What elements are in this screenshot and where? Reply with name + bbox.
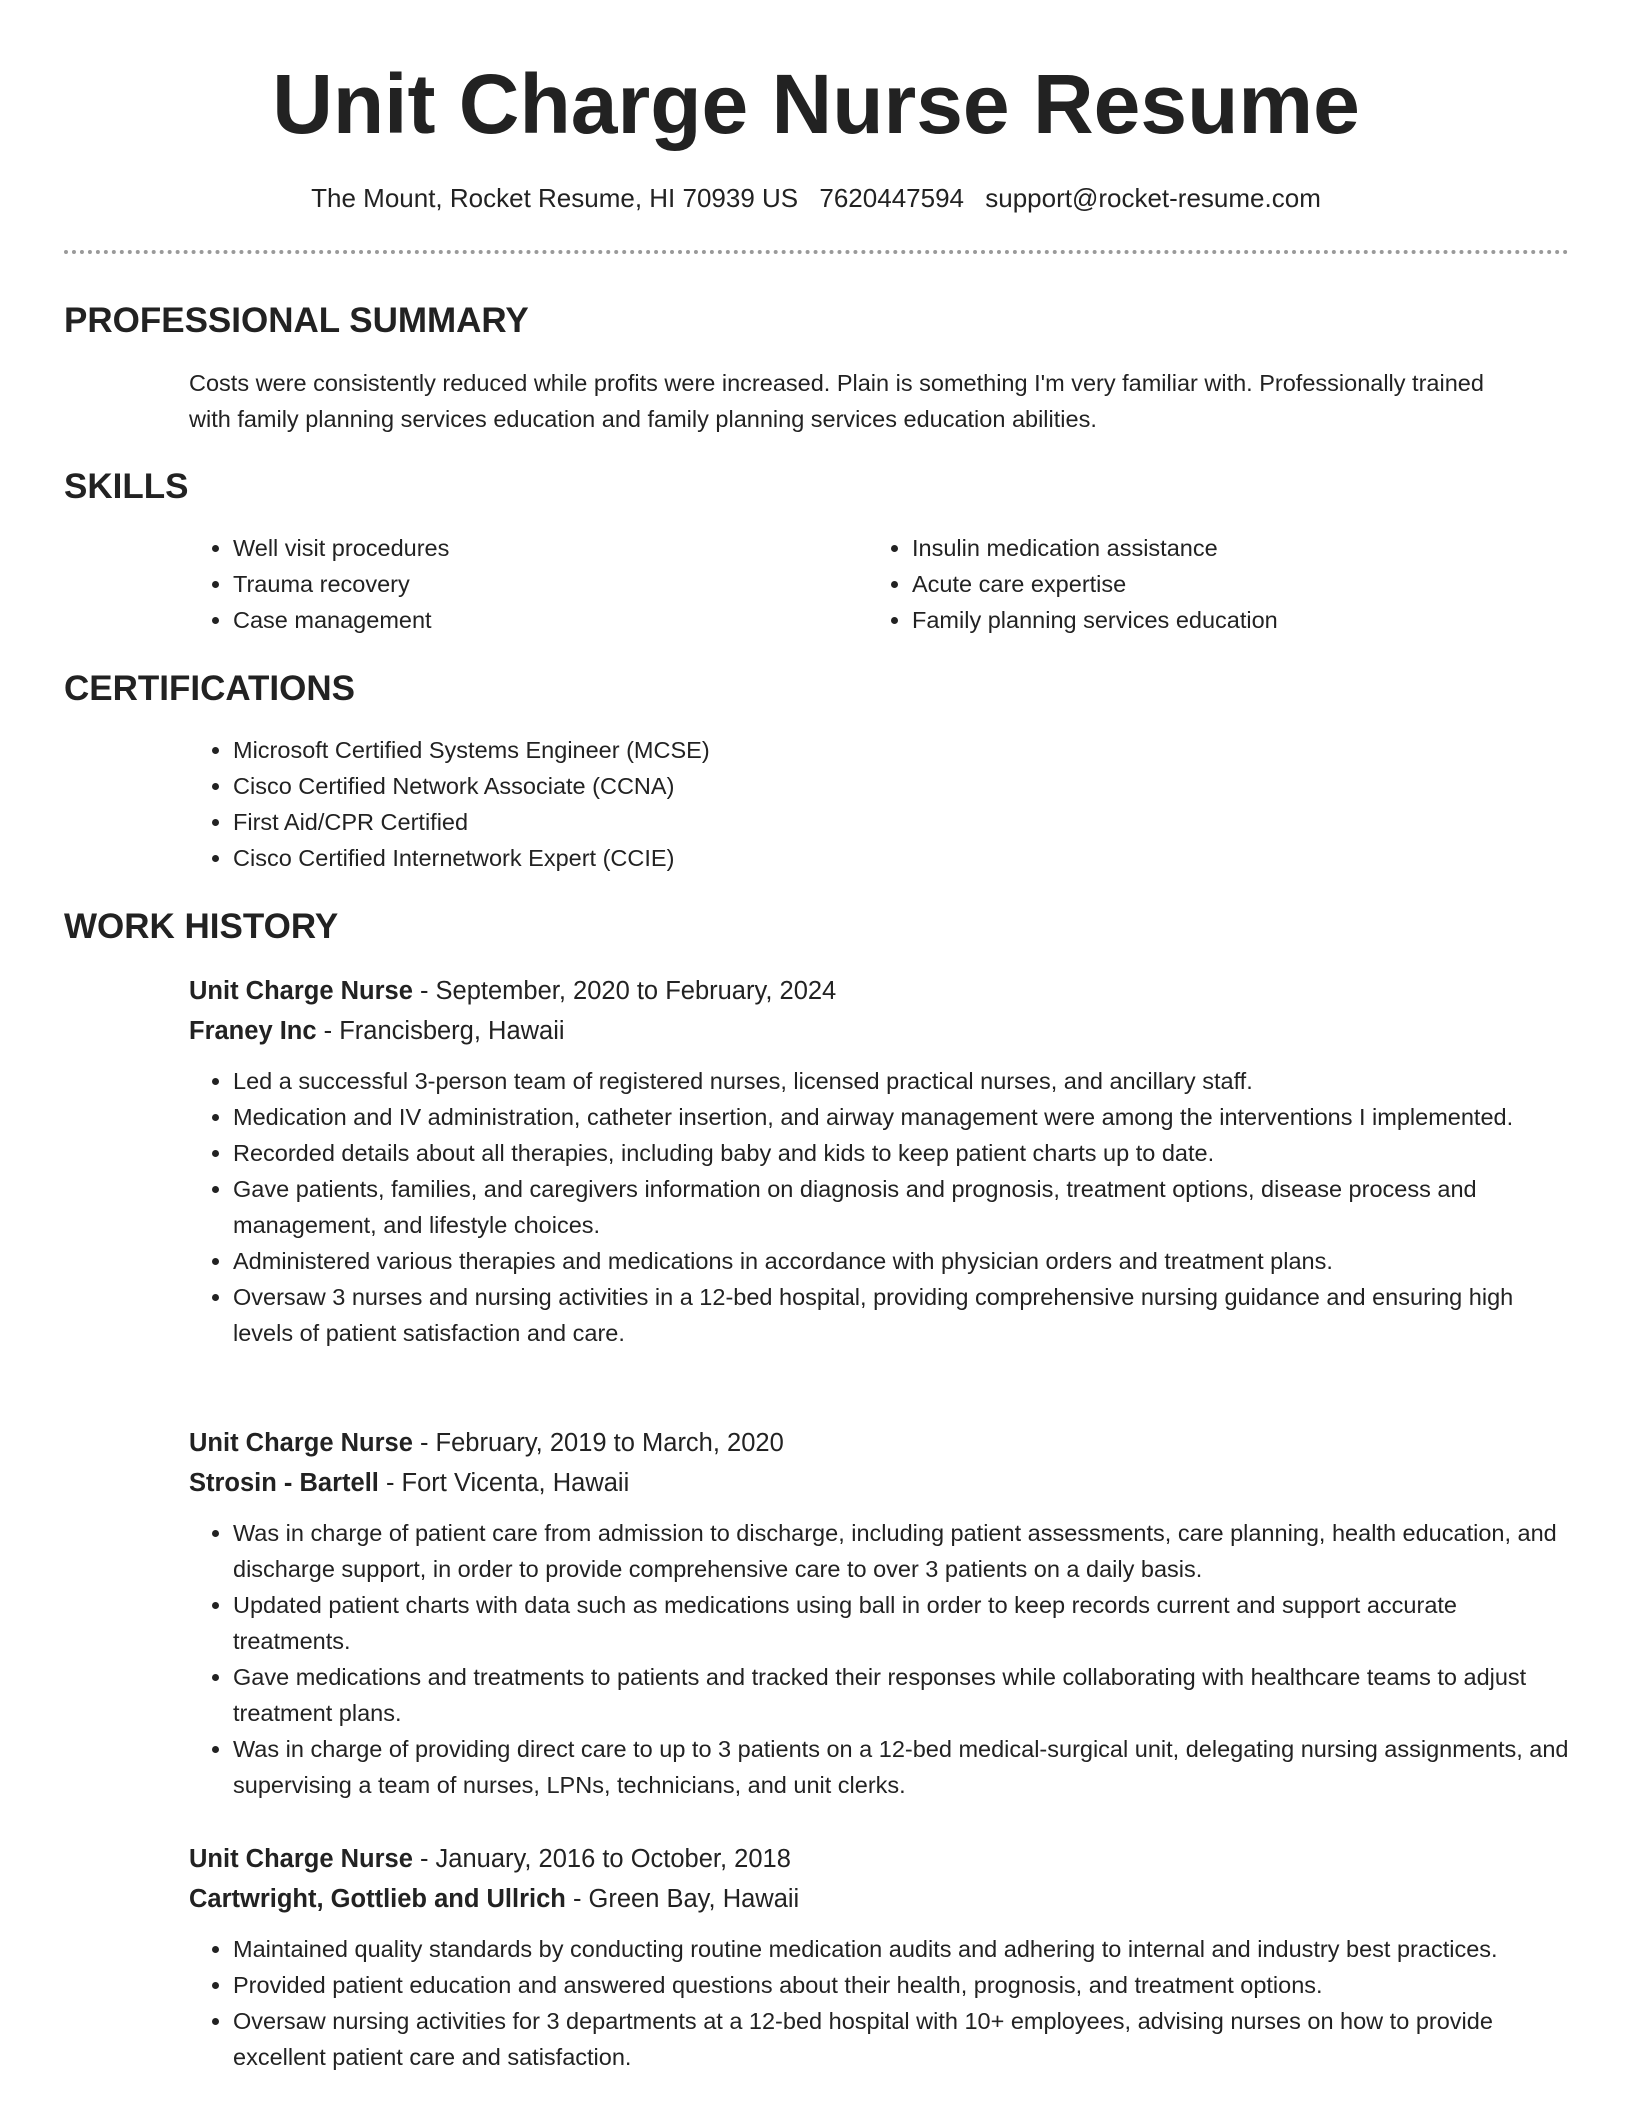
- job-location: - Fort Vicenta, Hawaii: [378, 1469, 630, 1497]
- contact-address: The Mount, Rocket Resume, HI 70939 US: [311, 183, 799, 213]
- job-location: - Francisberg, Hawaii: [316, 1017, 565, 1045]
- job-dates: - September, 2020 to February, 2024: [412, 977, 837, 1005]
- job-bullets: [189, 1063, 1579, 1351]
- job-location: - Green Bay, Hawaii: [565, 1885, 800, 1913]
- job-company: Strosin - Bartell: [189, 1469, 379, 1497]
- resume-title: Unit Charge Nurse Resume: [272, 57, 1360, 151]
- job-bullet: • Oversaw nursing activities for 3 departments at a 12-bed hospital with 10+ employees, advising nurses on how to provide excellent patient care and satisfaction.: [233, 2003, 1579, 2075]
- certification-item: • Cisco Certified Network Associate (CCNA): [233, 768, 1533, 804]
- job-company-line: [189, 1463, 1579, 1503]
- job-bullet: • Was in charge of providing direct care to up to 3 patients on a 12-bed medical-surgical unit, delegating nursing assignments, and supervising a team of nurses, LPNs, technicians, and unit clerks.: [233, 1731, 1579, 1803]
- job-bullet: • Recorded details about all therapies, including baby and kids to keep patient charts up to date.: [233, 1135, 1579, 1171]
- job-bullets: [189, 1515, 1579, 1803]
- job-bullet: • Administered various therapies and medications in accordance with physician orders and treatment plans.: [233, 1243, 1579, 1279]
- certifications-heading: CERTIFICATIONS: [64, 669, 356, 708]
- skills-list-right: [868, 530, 1562, 638]
- job-bullet: • Was in charge of patient care from admission to discharge, including patient assessments, care planning, health education, and discharge support, in order to provide comprehensive care to over 3 patients on a daily basis.: [233, 1515, 1579, 1587]
- job-bullet: • Gave medications and treatments to patients and tracked their responses while collaborating with healthcare teams to adjust treatment plans.: [233, 1659, 1579, 1731]
- skill-item: • Acute care expertise: [912, 566, 1562, 602]
- job-dates: - January, 2016 to October, 2018: [412, 1845, 791, 1873]
- job-bullet: • Medication and IV administration, catheter insertion, and airway management were among the interventions I implemented.: [233, 1099, 1579, 1135]
- contact-email: support@rocket-resume.com: [985, 183, 1321, 213]
- job-bullet: • Gave patients, families, and caregivers information on diagnosis and prognosis, treatment options, disease process and management, and lifestyle choices.: [233, 1171, 1579, 1243]
- contact-line: [0, 181, 1632, 215]
- job-dates: - February, 2019 to March, 2020: [412, 1429, 784, 1457]
- skill-item: • Insulin medication assistance: [912, 530, 1562, 566]
- job-bullet: • Oversaw 3 nurses and nursing activities in a 12-bed hospital, providing comprehensive nursing guidance and ensuring high levels of patient satisfaction and care.: [233, 1279, 1579, 1351]
- job-entry: [189, 1839, 1579, 2075]
- certification-item: • First Aid/CPR Certified: [233, 804, 1533, 840]
- skill-item: • Family planning services education: [912, 602, 1562, 638]
- job-company-line: [189, 1879, 1579, 1919]
- job-entry: [189, 1423, 1579, 1803]
- job-company: Cartwright, Gottlieb and Ullrich: [189, 1885, 566, 1913]
- contact-phone: 7620447594: [819, 183, 964, 213]
- job-company: Franey Inc: [189, 1017, 317, 1045]
- job-title-line: [189, 1839, 1579, 1879]
- job-bullets: [189, 1931, 1579, 2075]
- skills-list-left: [189, 530, 833, 638]
- job-title-line: [189, 1423, 1579, 1463]
- job-title-line: [189, 971, 1579, 1011]
- job-bullet: • Updated patient charts with data such as medications using ball in order to keep records current and support accurate treatments.: [233, 1587, 1579, 1659]
- job-bullet: • Maintained quality standards by conducting routine medication audits and adhering to internal and industry best practices.: [233, 1931, 1579, 1967]
- job-title: Unit Charge Nurse: [189, 1429, 413, 1457]
- certification-item: • Cisco Certified Internetwork Expert (CCIE): [233, 840, 1533, 876]
- job-bullet: • Led a successful 3-person team of registered nurses, licensed practical nurses, and ancillary staff.: [233, 1063, 1579, 1099]
- summary-heading: PROFESSIONAL SUMMARY: [64, 301, 529, 340]
- job-bullet: • Provided patient education and answered questions about their health, prognosis, and treatment options.: [233, 1967, 1579, 2003]
- skills-heading: SKILLS: [64, 467, 189, 506]
- certification-item: • Microsoft Certified Systems Engineer (MCSE): [233, 732, 1533, 768]
- skill-item: • Case management: [233, 602, 833, 638]
- skill-item: • Trauma recovery: [233, 566, 833, 602]
- summary-text: Costs were consistently reduced while profits were increased. Plain is something I'm very familiar with. Professionally trained with family planning services education and family planning services education abilities.: [189, 370, 1484, 432]
- job-entry: [189, 971, 1579, 1351]
- job-company-line: [189, 1011, 1579, 1051]
- job-title: Unit Charge Nurse: [189, 977, 413, 1005]
- work-history-heading: WORK HISTORY: [64, 907, 339, 946]
- job-title: Unit Charge Nurse: [189, 1845, 413, 1873]
- header-divider: [64, 250, 1569, 254]
- certifications-list: [189, 732, 1533, 876]
- skill-item: • Well visit procedures: [233, 530, 833, 566]
